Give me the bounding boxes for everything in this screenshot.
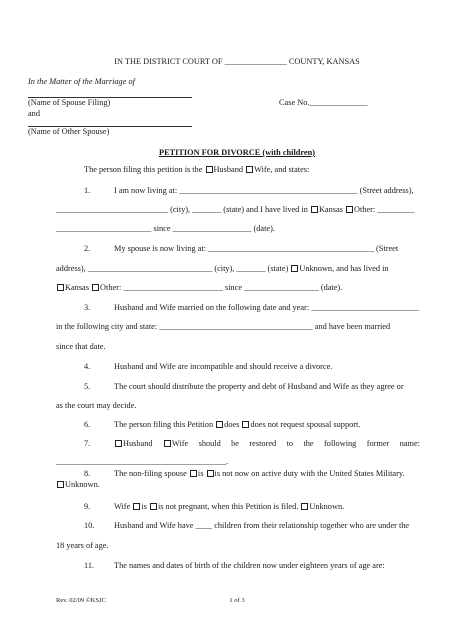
para-8-line-1: The non-filing spouse is is not now on active duty with the United States Military.: [114, 469, 405, 478]
unknown-checkbox-2[interactable]: [291, 265, 298, 272]
military-is-checkbox[interactable]: [190, 470, 197, 477]
para-3-number: 3.: [84, 303, 91, 312]
husband-restore-checkbox[interactable]: [115, 440, 122, 447]
case-number-field[interactable]: Case No.______________: [279, 98, 368, 107]
para-9-number: 9.: [84, 502, 91, 511]
former-name-field[interactable]: _________________________________________.: [56, 457, 229, 466]
para-9-text: Wife is is not pregnant, when this Petition is filed. Unknown.: [114, 502, 345, 511]
intro-statement: The person filing this petition is the Husband Wife, and states:: [84, 165, 310, 174]
para-3-line-2: in the following city and state: _____________________________________ and have been married: [56, 322, 391, 331]
military-is-not-checkbox[interactable]: [207, 470, 214, 477]
para-1-line-1: I am now living at: ___________________________________________ (Street address),: [114, 186, 414, 195]
para-11-text: The names and dates of birth of the children now under eighteen years of age are:: [114, 561, 385, 570]
para-1-line-3: _______________________ since ___________________ (date).: [56, 224, 275, 233]
para-3-line-3: since that date.: [56, 342, 106, 351]
other-checkbox-1[interactable]: [346, 206, 353, 213]
para-2-line-1: My spouse is now living at: ________________________________________ (Street: [114, 244, 399, 253]
husband-checkbox[interactable]: [206, 166, 213, 173]
other-spouse-label: (Name of Other Spouse): [28, 127, 110, 136]
para-7-number: 7.: [84, 439, 91, 448]
para-10-line-2: 18 years of age.: [56, 541, 109, 550]
para-4-number: 4.: [84, 362, 91, 371]
para-11-number: 11.: [84, 561, 95, 570]
revision-note: Rev. 02/09 ©KSJC: [56, 597, 106, 604]
para-10-line-1: Husband and Wife have ____ children from their relationship together who are under the: [114, 521, 410, 530]
para-2-number: 2.: [84, 244, 91, 253]
para-8-number: 8.: [84, 469, 91, 478]
para-2-line-2: address), ______________________________ (city), _______ (state) Unknown, and has lived in: [56, 264, 389, 273]
document-title: PETITION FOR DIVORCE (with children): [159, 148, 315, 157]
matter-label: In the Matter of the Marriage of: [28, 77, 135, 86]
para-6-number: 6.: [84, 420, 91, 429]
pregnant-unknown-checkbox[interactable]: [301, 503, 308, 510]
para-2-line-3: Kansas Other: ________________________ since __________________ (date).: [56, 284, 342, 292]
and-label: and: [28, 109, 40, 118]
pregnant-is-not-checkbox[interactable]: [150, 503, 157, 510]
para-3-line-1: Husband and Wife married on the following date and year: __________________________: [114, 303, 420, 312]
pregnant-is-checkbox[interactable]: [133, 503, 140, 510]
para-6-text: The person filing this Petition does does not request spousal support.: [114, 420, 361, 429]
spouse-filing-label: (Name of Spouse Filing): [28, 98, 111, 107]
kansas-checkbox-1[interactable]: [311, 206, 318, 213]
para-5-line-1: The court should distribute the property and debt of Husband and Wife as they agree or: [114, 382, 404, 391]
para-7-line-1: Husband Wife should be restored to the following former name:: [114, 440, 420, 448]
para-8-line-2: Unknown.: [56, 481, 100, 489]
para-1-line-2: ___________________________ (city), _______ (state) and I have lived in Kansas Other: _________: [56, 205, 415, 214]
para-1-number: 1.: [84, 186, 91, 195]
court-heading: IN THE DISTRICT COURT OF _______________ COUNTY, KANSAS: [114, 57, 360, 66]
para-5-line-2: as the court may decide.: [56, 401, 137, 410]
other-checkbox-2[interactable]: [92, 284, 99, 291]
para-10-number: 10.: [84, 521, 95, 530]
kansas-checkbox-2[interactable]: [57, 284, 64, 291]
does-checkbox[interactable]: [216, 421, 223, 428]
para-5-number: 5.: [84, 382, 91, 391]
wife-restore-checkbox[interactable]: [164, 440, 171, 447]
page-number: 1 of 3: [229, 597, 245, 604]
para-4-text: Husband and Wife are incompatible and should receive a divorce.: [114, 362, 333, 371]
wife-checkbox[interactable]: [246, 166, 253, 173]
does-not-checkbox[interactable]: [242, 421, 249, 428]
military-unknown-checkbox[interactable]: [57, 481, 64, 488]
